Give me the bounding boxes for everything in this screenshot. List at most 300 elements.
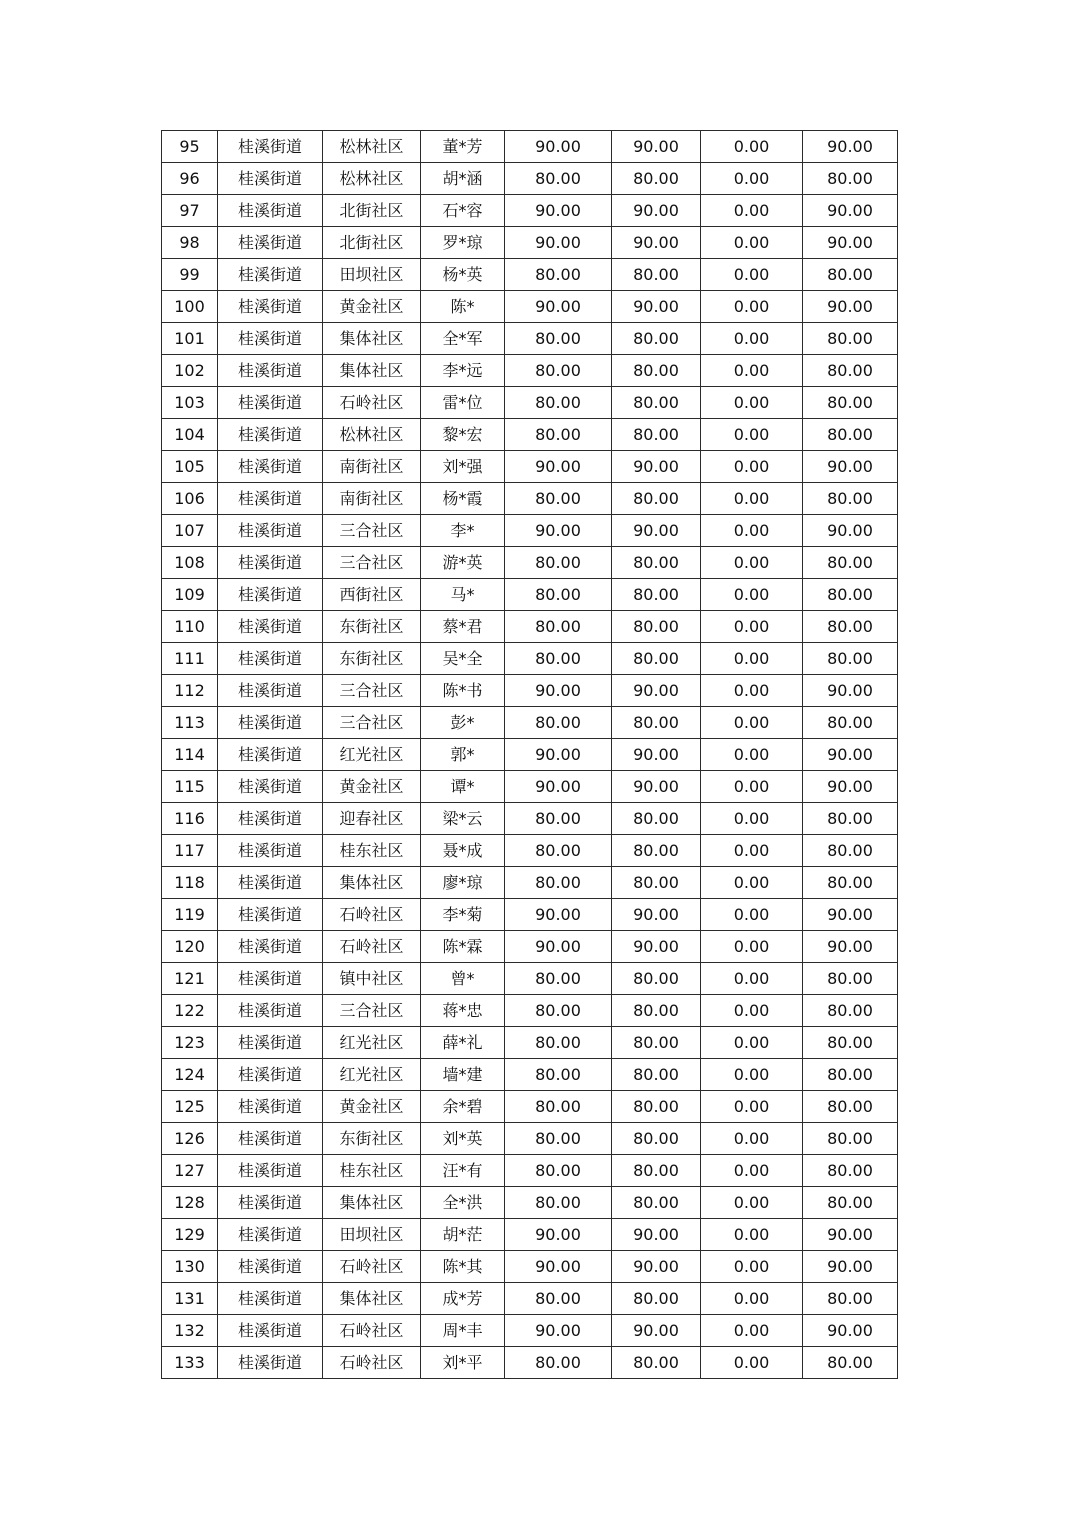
amount-cell-1: 80.00	[505, 1347, 612, 1379]
amount-cell-4: 80.00	[803, 355, 898, 387]
table-row	[162, 931, 898, 963]
street-cell: 桂溪街道	[218, 547, 323, 579]
amount-cell-4: 80.00	[803, 1155, 898, 1187]
community-cell: 松林社区	[323, 131, 421, 163]
row-number-cell: 120	[162, 931, 218, 963]
amount-cell-3: 0.00	[701, 931, 803, 963]
table-row	[162, 483, 898, 515]
amount-cell-3: 0.00	[701, 387, 803, 419]
amount-cell-3: 0.00	[701, 963, 803, 995]
amount-cell-3: 0.00	[701, 131, 803, 163]
community-cell: 桂东社区	[323, 835, 421, 867]
table-row	[162, 355, 898, 387]
amount-cell-4: 80.00	[803, 707, 898, 739]
amount-cell-1: 90.00	[505, 1251, 612, 1283]
amount-cell-1: 80.00	[505, 995, 612, 1027]
amount-cell-1: 80.00	[505, 259, 612, 291]
amount-cell-3: 0.00	[701, 259, 803, 291]
name-cell: 李*远	[421, 355, 505, 387]
name-cell: 刘*平	[421, 1347, 505, 1379]
row-number-cell: 111	[162, 643, 218, 675]
amount-cell-3: 0.00	[701, 451, 803, 483]
community-cell: 黄金社区	[323, 291, 421, 323]
name-cell: 墙*建	[421, 1059, 505, 1091]
amount-cell-3: 0.00	[701, 1123, 803, 1155]
amount-cell-2: 80.00	[612, 995, 701, 1027]
table-row	[162, 899, 898, 931]
amount-cell-3: 0.00	[701, 1027, 803, 1059]
amount-cell-4: 80.00	[803, 867, 898, 899]
name-cell: 陈*书	[421, 675, 505, 707]
amount-cell-1: 80.00	[505, 963, 612, 995]
street-cell: 桂溪街道	[218, 739, 323, 771]
row-number-cell: 130	[162, 1251, 218, 1283]
amount-cell-1: 90.00	[505, 899, 612, 931]
name-cell: 杨*英	[421, 259, 505, 291]
amount-cell-2: 80.00	[612, 1187, 701, 1219]
street-cell: 桂溪街道	[218, 195, 323, 227]
community-cell: 三合社区	[323, 707, 421, 739]
name-cell: 全*军	[421, 323, 505, 355]
amount-cell-3: 0.00	[701, 1091, 803, 1123]
amount-cell-3: 0.00	[701, 995, 803, 1027]
amount-cell-2: 90.00	[612, 931, 701, 963]
amount-cell-4: 80.00	[803, 1123, 898, 1155]
amount-cell-2: 80.00	[612, 707, 701, 739]
table-row	[162, 1027, 898, 1059]
amount-cell-1: 80.00	[505, 163, 612, 195]
table-row	[162, 995, 898, 1027]
street-cell: 桂溪街道	[218, 931, 323, 963]
amount-cell-2: 90.00	[612, 899, 701, 931]
community-cell: 桂东社区	[323, 1155, 421, 1187]
name-cell: 刘*强	[421, 451, 505, 483]
table-row	[162, 835, 898, 867]
street-cell: 桂溪街道	[218, 675, 323, 707]
amount-cell-3: 0.00	[701, 803, 803, 835]
amount-cell-1: 80.00	[505, 707, 612, 739]
name-cell: 马*	[421, 579, 505, 611]
amount-cell-3: 0.00	[701, 227, 803, 259]
street-cell: 桂溪街道	[218, 323, 323, 355]
amount-cell-4: 80.00	[803, 579, 898, 611]
amount-cell-1: 80.00	[505, 1059, 612, 1091]
table-row	[162, 1155, 898, 1187]
amount-cell-1: 80.00	[505, 1283, 612, 1315]
table-row	[162, 227, 898, 259]
amount-cell-4: 90.00	[803, 675, 898, 707]
table-row	[162, 1091, 898, 1123]
street-cell: 桂溪街道	[218, 1059, 323, 1091]
street-cell: 桂溪街道	[218, 1155, 323, 1187]
community-cell: 南街社区	[323, 451, 421, 483]
amount-cell-1: 90.00	[505, 131, 612, 163]
amount-cell-2: 80.00	[612, 483, 701, 515]
name-cell: 梁*云	[421, 803, 505, 835]
amount-cell-4: 90.00	[803, 131, 898, 163]
name-cell: 雷*位	[421, 387, 505, 419]
row-number-cell: 105	[162, 451, 218, 483]
table-row	[162, 867, 898, 899]
row-number-cell: 113	[162, 707, 218, 739]
community-cell: 松林社区	[323, 419, 421, 451]
community-cell: 东街社区	[323, 1123, 421, 1155]
street-cell: 桂溪街道	[218, 163, 323, 195]
row-number-cell: 133	[162, 1347, 218, 1379]
amount-cell-4: 90.00	[803, 195, 898, 227]
amount-cell-2: 90.00	[612, 1315, 701, 1347]
amount-cell-1: 80.00	[505, 803, 612, 835]
table-row	[162, 1315, 898, 1347]
row-number-cell: 100	[162, 291, 218, 323]
community-cell: 北街社区	[323, 227, 421, 259]
amount-cell-4: 90.00	[803, 739, 898, 771]
amount-cell-4: 90.00	[803, 227, 898, 259]
row-number-cell: 115	[162, 771, 218, 803]
street-cell: 桂溪街道	[218, 803, 323, 835]
community-cell: 石岭社区	[323, 899, 421, 931]
amount-cell-2: 80.00	[612, 1123, 701, 1155]
amount-cell-4: 90.00	[803, 451, 898, 483]
row-number-cell: 119	[162, 899, 218, 931]
table-row	[162, 451, 898, 483]
community-cell: 三合社区	[323, 675, 421, 707]
row-number-cell: 124	[162, 1059, 218, 1091]
amount-cell-4: 90.00	[803, 899, 898, 931]
name-cell: 李*菊	[421, 899, 505, 931]
community-cell: 黄金社区	[323, 771, 421, 803]
amount-cell-3: 0.00	[701, 195, 803, 227]
table-row	[162, 1283, 898, 1315]
name-cell: 彭*	[421, 707, 505, 739]
amount-cell-1: 80.00	[505, 643, 612, 675]
amount-cell-1: 80.00	[505, 1155, 612, 1187]
row-number-cell: 102	[162, 355, 218, 387]
amount-cell-1: 80.00	[505, 1187, 612, 1219]
amount-cell-1: 90.00	[505, 291, 612, 323]
amount-cell-1: 90.00	[505, 451, 612, 483]
amount-cell-3: 0.00	[701, 1347, 803, 1379]
amount-cell-3: 0.00	[701, 1251, 803, 1283]
amount-cell-1: 90.00	[505, 771, 612, 803]
amount-cell-2: 80.00	[612, 835, 701, 867]
street-cell: 桂溪街道	[218, 387, 323, 419]
table-row	[162, 131, 898, 163]
amount-cell-3: 0.00	[701, 771, 803, 803]
amount-cell-1: 80.00	[505, 579, 612, 611]
amount-cell-2: 80.00	[612, 1155, 701, 1187]
community-cell: 集体社区	[323, 323, 421, 355]
row-number-cell: 106	[162, 483, 218, 515]
amount-cell-1: 90.00	[505, 1219, 612, 1251]
table-row	[162, 163, 898, 195]
row-number-cell: 114	[162, 739, 218, 771]
amount-cell-4: 80.00	[803, 1091, 898, 1123]
amount-cell-1: 80.00	[505, 387, 612, 419]
amount-cell-3: 0.00	[701, 323, 803, 355]
community-cell: 田坝社区	[323, 259, 421, 291]
row-number-cell: 125	[162, 1091, 218, 1123]
amount-cell-4: 90.00	[803, 931, 898, 963]
name-cell: 周*丰	[421, 1315, 505, 1347]
row-number-cell: 107	[162, 515, 218, 547]
amount-cell-1: 80.00	[505, 1027, 612, 1059]
name-cell: 聂*成	[421, 835, 505, 867]
row-number-cell: 97	[162, 195, 218, 227]
community-cell: 西街社区	[323, 579, 421, 611]
street-cell: 桂溪街道	[218, 643, 323, 675]
table-body	[162, 131, 898, 1379]
row-number-cell: 95	[162, 131, 218, 163]
table-row	[162, 579, 898, 611]
amount-cell-1: 80.00	[505, 867, 612, 899]
row-number-cell: 104	[162, 419, 218, 451]
table-row	[162, 771, 898, 803]
community-cell: 集体社区	[323, 1283, 421, 1315]
amount-cell-2: 90.00	[612, 451, 701, 483]
table-row	[162, 291, 898, 323]
amount-cell-3: 0.00	[701, 1219, 803, 1251]
name-cell: 蔡*君	[421, 611, 505, 643]
street-cell: 桂溪街道	[218, 1347, 323, 1379]
street-cell: 桂溪街道	[218, 611, 323, 643]
amount-cell-2: 80.00	[612, 611, 701, 643]
amount-cell-1: 90.00	[505, 675, 612, 707]
row-number-cell: 96	[162, 163, 218, 195]
amount-cell-3: 0.00	[701, 643, 803, 675]
table-row	[162, 259, 898, 291]
row-number-cell: 99	[162, 259, 218, 291]
amount-cell-4: 90.00	[803, 771, 898, 803]
amount-cell-2: 90.00	[612, 515, 701, 547]
amount-cell-1: 80.00	[505, 1091, 612, 1123]
amount-cell-2: 80.00	[612, 867, 701, 899]
community-cell: 镇中社区	[323, 963, 421, 995]
row-number-cell: 126	[162, 1123, 218, 1155]
amount-cell-1: 90.00	[505, 931, 612, 963]
amount-cell-3: 0.00	[701, 1059, 803, 1091]
name-cell: 李*	[421, 515, 505, 547]
name-cell: 胡*茫	[421, 1219, 505, 1251]
row-number-cell: 101	[162, 323, 218, 355]
street-cell: 桂溪街道	[218, 771, 323, 803]
amount-cell-1: 80.00	[505, 547, 612, 579]
street-cell: 桂溪街道	[218, 707, 323, 739]
table-row	[162, 1347, 898, 1379]
amount-cell-2: 80.00	[612, 1283, 701, 1315]
amount-cell-3: 0.00	[701, 419, 803, 451]
amount-cell-3: 0.00	[701, 1187, 803, 1219]
amount-cell-3: 0.00	[701, 1315, 803, 1347]
amount-cell-4: 80.00	[803, 1283, 898, 1315]
street-cell: 桂溪街道	[218, 227, 323, 259]
name-cell: 陈*	[421, 291, 505, 323]
community-cell: 石岭社区	[323, 387, 421, 419]
amount-cell-4: 80.00	[803, 387, 898, 419]
street-cell: 桂溪街道	[218, 579, 323, 611]
name-cell: 罗*琼	[421, 227, 505, 259]
table-row	[162, 739, 898, 771]
amount-cell-3: 0.00	[701, 867, 803, 899]
street-cell: 桂溪街道	[218, 835, 323, 867]
data-table	[161, 130, 898, 1379]
name-cell: 郭*	[421, 739, 505, 771]
amount-cell-1: 90.00	[505, 227, 612, 259]
amount-cell-3: 0.00	[701, 291, 803, 323]
amount-cell-2: 80.00	[612, 1347, 701, 1379]
amount-cell-1: 80.00	[505, 1123, 612, 1155]
name-cell: 谭*	[421, 771, 505, 803]
table-row	[162, 643, 898, 675]
amount-cell-4: 80.00	[803, 643, 898, 675]
street-cell: 桂溪街道	[218, 1219, 323, 1251]
community-cell: 石岭社区	[323, 931, 421, 963]
community-cell: 田坝社区	[323, 1219, 421, 1251]
table-row	[162, 707, 898, 739]
table-row	[162, 611, 898, 643]
street-cell: 桂溪街道	[218, 483, 323, 515]
amount-cell-3: 0.00	[701, 707, 803, 739]
amount-cell-2: 90.00	[612, 195, 701, 227]
name-cell: 胡*涵	[421, 163, 505, 195]
amount-cell-2: 80.00	[612, 259, 701, 291]
amount-cell-2: 80.00	[612, 355, 701, 387]
row-number-cell: 103	[162, 387, 218, 419]
amount-cell-4: 80.00	[803, 323, 898, 355]
amount-cell-4: 90.00	[803, 1251, 898, 1283]
community-cell: 石岭社区	[323, 1347, 421, 1379]
amount-cell-1: 80.00	[505, 835, 612, 867]
table-row	[162, 515, 898, 547]
table-row	[162, 1219, 898, 1251]
row-number-cell: 127	[162, 1155, 218, 1187]
street-cell: 桂溪街道	[218, 355, 323, 387]
amount-cell-2: 80.00	[612, 1027, 701, 1059]
community-cell: 三合社区	[323, 515, 421, 547]
amount-cell-3: 0.00	[701, 547, 803, 579]
table-row	[162, 803, 898, 835]
amount-cell-4: 80.00	[803, 611, 898, 643]
amount-cell-3: 0.00	[701, 739, 803, 771]
amount-cell-4: 80.00	[803, 547, 898, 579]
community-cell: 东街社区	[323, 643, 421, 675]
amount-cell-2: 80.00	[612, 643, 701, 675]
row-number-cell: 128	[162, 1187, 218, 1219]
street-cell: 桂溪街道	[218, 451, 323, 483]
name-cell: 全*洪	[421, 1187, 505, 1219]
amount-cell-4: 80.00	[803, 963, 898, 995]
amount-cell-2: 80.00	[612, 323, 701, 355]
name-cell: 董*芳	[421, 131, 505, 163]
amount-cell-2: 80.00	[612, 963, 701, 995]
amount-cell-3: 0.00	[701, 899, 803, 931]
street-cell: 桂溪街道	[218, 1123, 323, 1155]
street-cell: 桂溪街道	[218, 867, 323, 899]
amount-cell-4: 80.00	[803, 259, 898, 291]
amount-cell-2: 90.00	[612, 771, 701, 803]
community-cell: 集体社区	[323, 1187, 421, 1219]
amount-cell-2: 80.00	[612, 1091, 701, 1123]
row-number-cell: 131	[162, 1283, 218, 1315]
amount-cell-1: 80.00	[505, 483, 612, 515]
name-cell: 蒋*忠	[421, 995, 505, 1027]
row-number-cell: 109	[162, 579, 218, 611]
amount-cell-3: 0.00	[701, 675, 803, 707]
community-cell: 三合社区	[323, 995, 421, 1027]
name-cell: 杨*霞	[421, 483, 505, 515]
amount-cell-4: 90.00	[803, 1219, 898, 1251]
street-cell: 桂溪街道	[218, 963, 323, 995]
row-number-cell: 110	[162, 611, 218, 643]
name-cell: 成*芳	[421, 1283, 505, 1315]
amount-cell-2: 90.00	[612, 291, 701, 323]
amount-cell-3: 0.00	[701, 163, 803, 195]
amount-cell-1: 90.00	[505, 1315, 612, 1347]
name-cell: 余*碧	[421, 1091, 505, 1123]
table-row	[162, 1187, 898, 1219]
community-cell: 松林社区	[323, 163, 421, 195]
row-number-cell: 112	[162, 675, 218, 707]
street-cell: 桂溪街道	[218, 291, 323, 323]
street-cell: 桂溪街道	[218, 1187, 323, 1219]
amount-cell-1: 90.00	[505, 195, 612, 227]
amount-cell-3: 0.00	[701, 835, 803, 867]
street-cell: 桂溪街道	[218, 1251, 323, 1283]
amount-cell-3: 0.00	[701, 1155, 803, 1187]
community-cell: 北街社区	[323, 195, 421, 227]
row-number-cell: 129	[162, 1219, 218, 1251]
row-number-cell: 98	[162, 227, 218, 259]
community-cell: 红光社区	[323, 1027, 421, 1059]
row-number-cell: 123	[162, 1027, 218, 1059]
amount-cell-2: 90.00	[612, 1219, 701, 1251]
row-number-cell: 117	[162, 835, 218, 867]
amount-cell-3: 0.00	[701, 515, 803, 547]
street-cell: 桂溪街道	[218, 995, 323, 1027]
amount-cell-4: 80.00	[803, 803, 898, 835]
community-cell: 集体社区	[323, 355, 421, 387]
amount-cell-4: 80.00	[803, 1187, 898, 1219]
amount-cell-4: 80.00	[803, 483, 898, 515]
row-number-cell: 116	[162, 803, 218, 835]
amount-cell-4: 90.00	[803, 1315, 898, 1347]
street-cell: 桂溪街道	[218, 131, 323, 163]
amount-cell-3: 0.00	[701, 355, 803, 387]
table-row	[162, 1251, 898, 1283]
amount-cell-2: 90.00	[612, 227, 701, 259]
community-cell: 红光社区	[323, 739, 421, 771]
amount-cell-1: 80.00	[505, 419, 612, 451]
table-row	[162, 675, 898, 707]
name-cell: 薛*礼	[421, 1027, 505, 1059]
amount-cell-2: 80.00	[612, 419, 701, 451]
amount-cell-3: 0.00	[701, 483, 803, 515]
amount-cell-4: 80.00	[803, 163, 898, 195]
street-cell: 桂溪街道	[218, 1027, 323, 1059]
amount-cell-2: 90.00	[612, 675, 701, 707]
amount-cell-4: 80.00	[803, 1347, 898, 1379]
amount-cell-4: 80.00	[803, 995, 898, 1027]
community-cell: 石岭社区	[323, 1315, 421, 1347]
amount-cell-1: 90.00	[505, 515, 612, 547]
street-cell: 桂溪街道	[218, 899, 323, 931]
amount-cell-2: 80.00	[612, 803, 701, 835]
amount-cell-2: 90.00	[612, 1251, 701, 1283]
table-row	[162, 963, 898, 995]
name-cell: 吴*全	[421, 643, 505, 675]
row-number-cell: 118	[162, 867, 218, 899]
name-cell: 陈*霖	[421, 931, 505, 963]
